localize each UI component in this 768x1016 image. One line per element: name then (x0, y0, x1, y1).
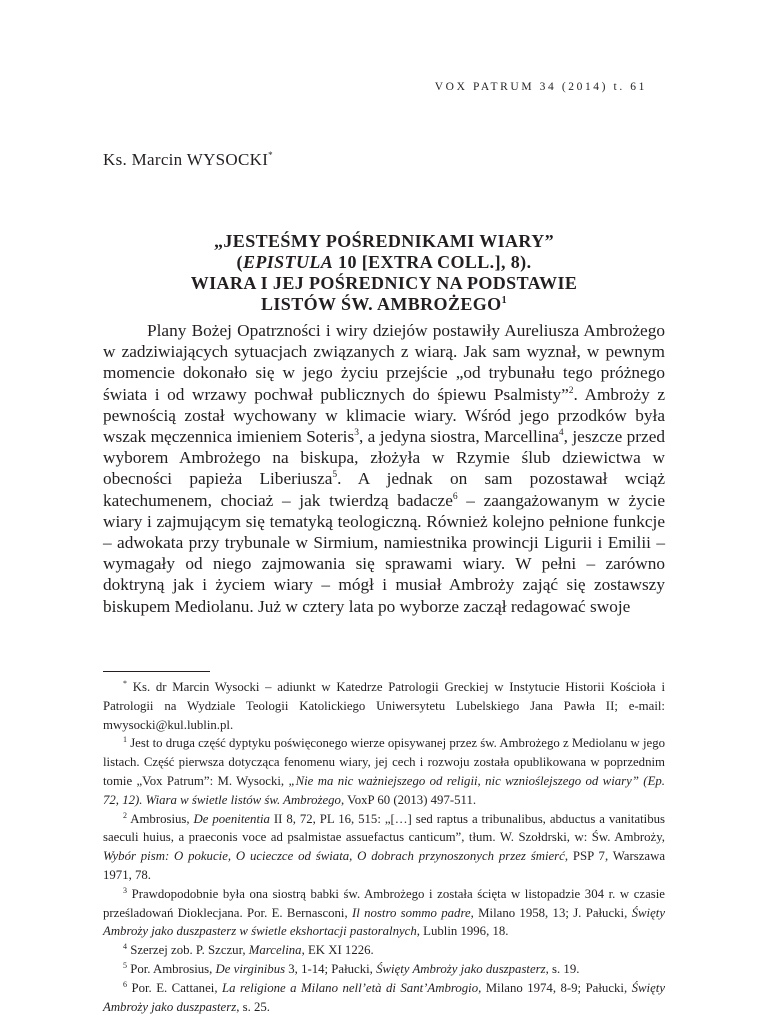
title-italic-word: EPISTULA (242, 252, 334, 272)
body-text (103, 320, 665, 617)
article-title (103, 231, 665, 315)
title-footnote-mark: 1 (501, 295, 507, 306)
footnote-ref: 2 (568, 385, 574, 396)
footnote-1: $^1$ Jest to druga część dyptyku poświęconego wierze opisywanej przez św. Ambrożego z Mediolanu w jego listach. Część pierwsza dotycząca fenomenu wiary, jej cech i rozwoju została opublikowana w poprzednim tomie „Vox Patrum”: M. Wysocki, „Nie ma nic ważniejszego od religii, nic wznioślejszego od wiary” (Ep. 72, 12). Wiara w świetle listów św. Ambrożego, VoxP 60 (2013) 497-511. (103, 735, 665, 807)
footnote-ref: 6 (452, 491, 458, 502)
body-paragraph: Plany Bożej Opatrzności i wiry dziejów postawiły Aureliusza Ambrożego w zadziwiających sytuacjach związanych z wiarą. Jak sam wyznał, w pewnym momencie dokonało się w jego życiu przejście „od trybunału tego próżnego świata i od wrzawy pochwał publicznych do śpiewu Psalmisty”$^2$. Ambroży z pewnością został wychowany w klimacie wiary. Wśród jego przodków była wszak męczennica imieniem Soteris$^3$, a jedyna siostra, Marcellina$^4$, jeszcze przed wyborem Ambrożego na biskupa, złożyła w Rzymie ślub dziewictwa w obecności papieża Liberiusza$^5$. A jednak on sam pozostawał wciąż katechumenem, chociaż – jak twierdzą badacze$^6$ – zaangażowanym w życie wiary i zajmującym się tematyką teologiczną. Również kolejno pełnione funkcje – adwokata przy trybunale w Sirmium, namiestnika prowincji Ligurii i Emilii – wymagały od niego zajmowania się sprawami wiary. W pełni – zarówno doktryną jak i życiem wiary – mógł i musiał Ambroży zająć się zostawszy biskupem Mediolanu. Już w cztery lata po wyborze zaczął redagować swoje (103, 321, 666, 616)
author-name-text: Ks. Marcin WYSOCKI (103, 150, 269, 169)
title-line-3: WIARA I JEJ POŚREDNICY NA PODSTAWIE (190, 273, 578, 293)
footnote-3: $^3$ Prawdopodobnie była ona siostrą babki św. Ambrożego i została ścięta w listopadzie 304 r. w czasie prześladowań Dioklecjana. Por. E. Bernasconi, Il nostro sommo padre, Milano 1958, 13; J. Pałucki, Święty Ambroży jako duszpasterz w świetle ekshortacji pastoralnych, Lublin 1996, 18. (103, 885, 666, 939)
footnote-author: * Ks. dr Marcin Wysocki – adiunkt w Katedrze Patrologii Greckiej w Instytucie Historii Kościoła i Patrologii na Wydziale Teologii Katolickiego Uniwersytetu Lubelskiego Jana Pawła II; e-mail: mwysocki@kul.lublin.pl. (103, 679, 665, 732)
author-name (103, 150, 273, 170)
title-line-4: LISTÓW ŚW. AMBROŻEGO$^1$ (261, 294, 507, 314)
title-line-1: „JESTEŚMY POŚREDNIKAMI WIARY” (213, 231, 554, 251)
footnote-2: $^2$ Ambrosius, De poenitentia II 8, 72, PL 16, 515: „[…] sed raptus a tribunalibus, abductus a vanitatibus saeculi huius, a praeconis voce ad psalmistae assuefactus canticum”, tłum. W. Szołdrski, w: Św. Ambroży, Wybór pism: O pokucie, O ucieczce od świata, O dobrach przynoszonych przez śmierć, PSP 7, Warszawa 1971, 78. (103, 810, 666, 882)
footnote-6: $^6$ Por. E. Cattanei, La religione a Milano nell’età di Sant’Ambrogio, Milano 1974, 8-9; Pałucki, Święty Ambroży jako duszpasterz, s. 25. (103, 979, 666, 1014)
footnotes (103, 678, 665, 1016)
running-head: VOX PATRUM 34 (2014) t. 61 (434, 81, 647, 93)
footnote-ref: 4 (558, 428, 564, 439)
author-footnote-mark: * (268, 150, 273, 160)
footnote-ref: 5 (332, 470, 338, 481)
title-line-2: (EPISTULA 10 [EXTRA COLL.], 8). (236, 252, 532, 272)
footnote-separator (103, 671, 210, 672)
footnote-ref: 3 (354, 428, 359, 439)
footnote-5: $^5$ Por. Ambrosius, De virginibus 3, 1-14; Pałucki, Święty Ambroży jako duszpasterz, s. 19. (123, 960, 580, 976)
footnote-4: $^4$ Szerzej zob. P. Szczur, Marcelina, EK XI 1226. (123, 942, 374, 958)
